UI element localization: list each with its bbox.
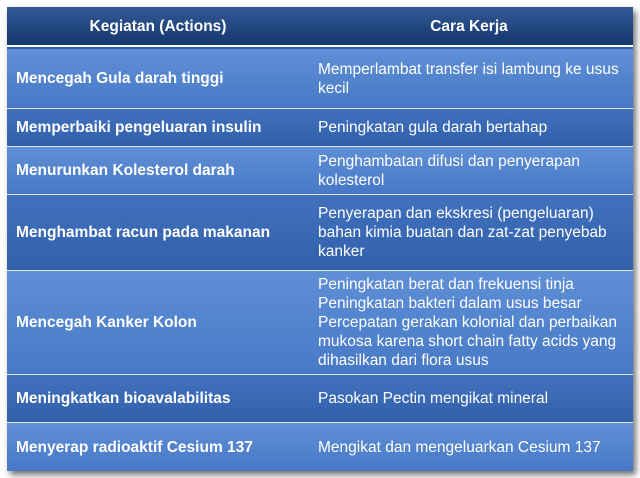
row-mechanism: Peningkatan gula darah bertahap [318, 119, 548, 136]
data-table [7, 7, 633, 471]
row-mechanism: Memperlambat transfer isi lambung ke usus kecil [318, 60, 619, 97]
row-action: Mencegah Kanker Kolon [16, 314, 197, 331]
row-mechanism: Mengikat dan mengeluarkan Cesium 137 [318, 438, 601, 456]
table-row [7, 195, 633, 271]
row-action: Memperbaiki pengeluaran insulin [16, 119, 262, 136]
table-row [7, 49, 633, 109]
table-header-row [7, 7, 633, 47]
row-mechanism: Pasokan Pectin mengikat mineral [318, 390, 549, 407]
row-mechanism: Penghambatan difusi dan penyerapan kolesterol [318, 152, 580, 189]
row-action: Menyerap radioaktif Cesium 137 [16, 438, 253, 456]
row-action: Mencegah Gula darah tinggi [16, 70, 224, 87]
table-row [7, 423, 633, 471]
row-action: Menurunkan Kolesterol darah [16, 162, 235, 179]
row-mechanism: Penyerapan dan ekskresi (pengeluaran) bahan kimia buatan dan zat-zat penyebab kanker [318, 205, 607, 260]
table-row [7, 375, 633, 423]
header-mechanism: Cara Kerja [430, 17, 508, 35]
row-action: Meningkatkan bioavalabilitas [16, 390, 231, 407]
table-row [7, 147, 633, 195]
header-actions: Kegiatan (Actions) [89, 17, 227, 35]
row-action: Menghambat racun pada makanan [16, 224, 271, 241]
table-row [7, 109, 633, 147]
table-row [7, 271, 633, 375]
row-mechanism: Peningkatan berat dan frekuensi tinja Peningkatan bakteri dalam usus besar Percepatan gerakan kolonial dan perbaikan mukosa karena short chain fatty acids yang dihasilkan dari flora usus [318, 276, 618, 369]
